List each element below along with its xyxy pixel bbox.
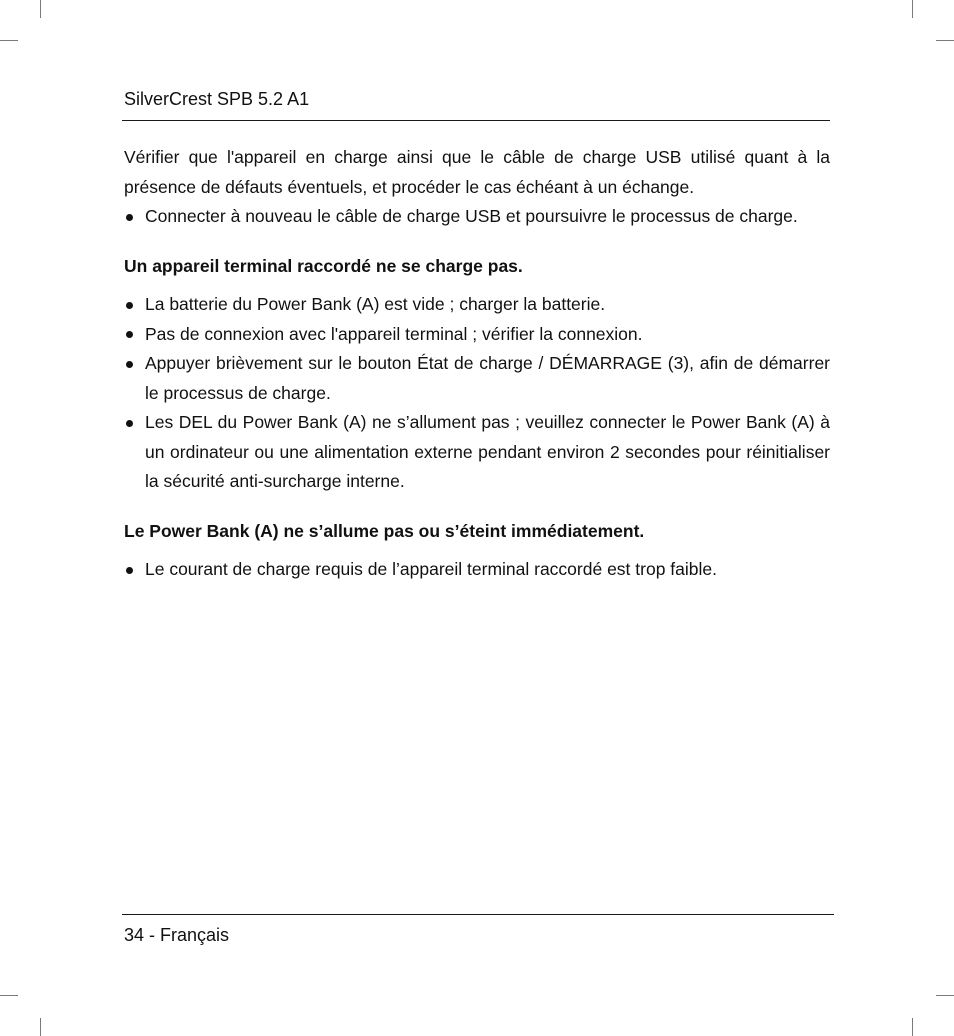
list-item [124,320,830,350]
bullet-icon [126,567,133,574]
section-heading: Le Power Bank (A) ne s’allume pas ou s’éteint immédiatement. [124,520,645,541]
list-item [124,555,830,585]
list-item-text: Les DEL du Power Bank (A) ne s’allument pas ; veuillez connecter le Power Bank (A) à un ordinateur ou une alimentation externe pendant environ 2 secondes pour réinitialiser la sécurité anti-surcharge interne. [145,412,830,491]
crop-mark [40,0,41,18]
page-content [124,143,830,585]
crop-mark [936,995,954,996]
list-item-text: Connecter à nouveau le câble de charge USB et poursuivre le processus de charge. [145,206,798,226]
crop-mark [912,0,913,18]
bullet-icon [126,420,133,427]
list-item-text: Appuyer brièvement sur le bouton État de charge / DÉMARRAGE (3), afin de démarrer le processus de charge. [145,353,830,403]
crop-mark [40,1018,41,1036]
list-item [124,349,830,408]
crop-mark [0,995,18,996]
bullet-icon [126,302,133,309]
list-item-text: Le courant de charge requis de l’appareil terminal raccordé est trop faible. [145,559,717,579]
section2-list [124,555,830,585]
header-rule [122,120,830,121]
section1-list [124,290,830,497]
bullet-icon [126,214,133,221]
intro-list [124,202,830,232]
section-heading: Un appareil terminal raccordé ne se charge pas. [124,255,523,276]
list-item [124,408,830,497]
page-header-title: SilverCrest SPB 5.2 A1 [124,89,310,109]
page-number: 34 - Français [124,925,230,945]
list-item [124,290,830,320]
crop-mark [912,1018,913,1036]
crop-mark [936,40,954,41]
intro-paragraph: Vérifier que l'appareil en charge ainsi que le câble de charge USB utilisé quant à la présence de défauts éventuels, et procéder le cas échéant à un échange. [124,147,830,197]
bullet-icon [126,331,133,338]
list-item-text: La batterie du Power Bank (A) est vide ; charger la batterie. [145,294,606,314]
footer-rule [122,914,834,915]
list-item-text: Pas de connexion avec l'appareil terminal ; vérifier la connexion. [145,323,643,344]
crop-mark [0,40,18,41]
list-item [124,202,830,232]
bullet-icon [126,361,133,368]
